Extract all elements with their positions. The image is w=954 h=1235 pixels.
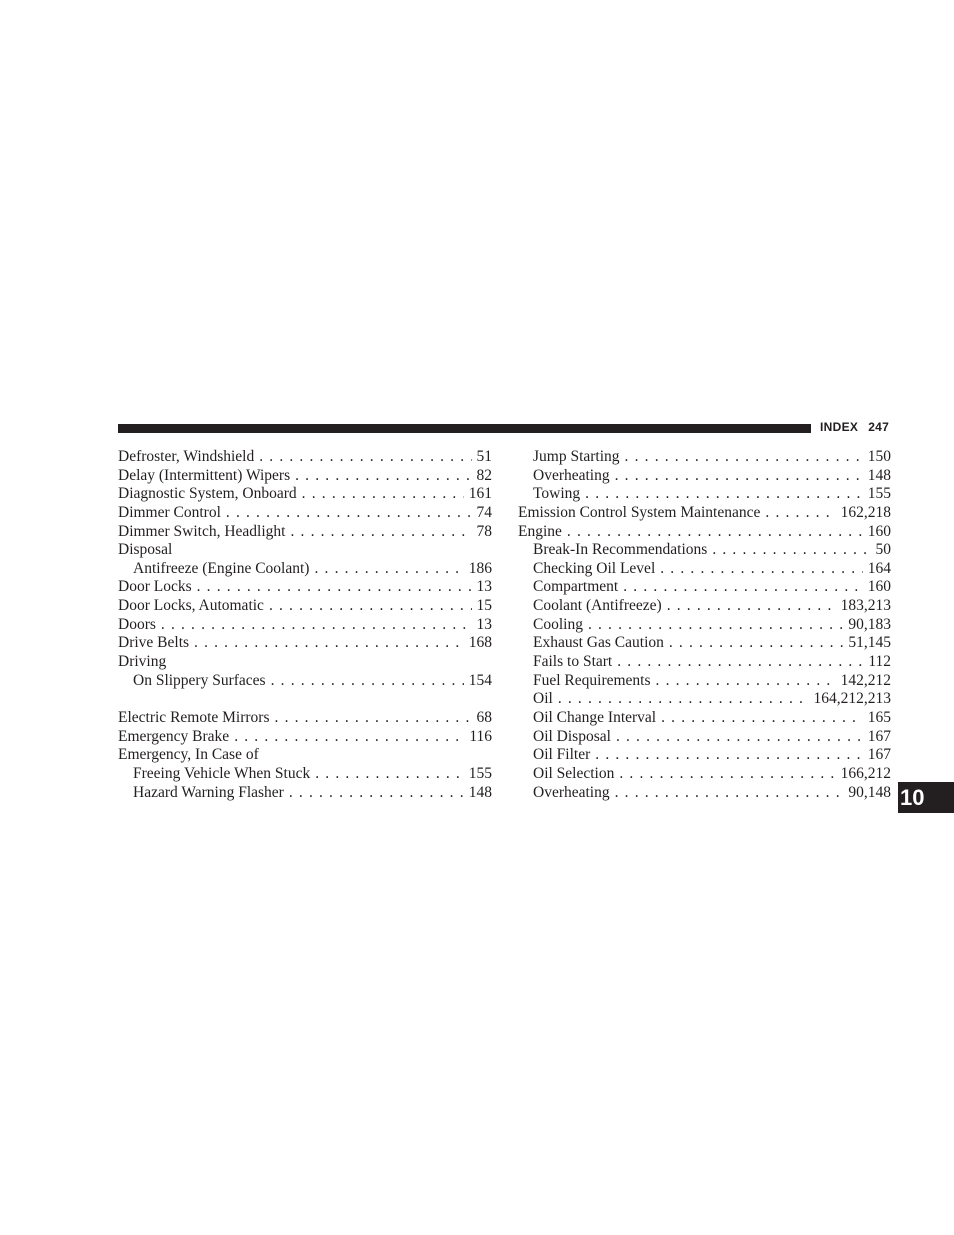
index-page-ref: 112 <box>868 653 891 671</box>
index-term: Emergency Brake <box>118 727 230 745</box>
dot-leader <box>625 448 863 467</box>
index-page-ref: 186 <box>468 559 492 577</box>
index-page-ref: 164 <box>867 559 891 577</box>
dot-leader <box>289 784 464 803</box>
index-page-ref: 82 <box>476 466 492 484</box>
index-page-ref: 162,218 <box>840 503 891 521</box>
index-entry <box>118 616 492 635</box>
index-page-ref: 148 <box>468 783 492 801</box>
index-entry <box>518 653 891 672</box>
dot-leader <box>585 485 863 504</box>
index-entry <box>518 541 891 560</box>
index-term: Break-In Recommendations <box>533 541 708 559</box>
index-entry <box>518 746 891 765</box>
index-entry <box>518 597 891 616</box>
index-term: On Slippery Surfaces <box>133 671 266 689</box>
index-term: Overheating <box>533 783 610 801</box>
index-page-ref: 68 <box>476 708 492 726</box>
index-entry <box>518 448 891 467</box>
chapter-tab: 10 <box>898 782 954 813</box>
dot-leader <box>595 746 862 765</box>
index-page-ref: 51,145 <box>848 634 891 652</box>
index-page-ref: 13 <box>476 615 492 633</box>
index-page-ref: 142,212 <box>840 671 891 689</box>
index-entry <box>118 784 492 803</box>
index-entry <box>518 709 891 728</box>
index-entry <box>118 672 492 691</box>
index-term: Checking Oil Level <box>533 559 656 577</box>
index-entry <box>118 578 492 597</box>
index-entry <box>518 616 891 635</box>
dot-leader <box>161 616 472 635</box>
index-term: Hazard Warning Flasher <box>133 783 284 801</box>
index-page-ref: 168 <box>468 634 492 652</box>
index-term: Jump Starting <box>533 448 620 465</box>
index-entry <box>518 672 891 691</box>
index-entry <box>118 485 492 504</box>
dot-leader <box>660 560 863 579</box>
index-term: Oil Disposal <box>533 727 611 745</box>
index-entry <box>518 560 891 579</box>
dot-leader <box>765 504 835 523</box>
index-entry <box>118 504 492 523</box>
section-title: INDEX <box>820 420 859 434</box>
index-page-ref: 78 <box>476 522 492 540</box>
index-term: Emission Control System Maintenance <box>518 503 761 521</box>
index-entry <box>518 467 891 486</box>
index-page-ref: 167 <box>867 727 891 745</box>
index-column-left <box>118 448 492 802</box>
dot-leader <box>194 634 464 653</box>
dot-leader <box>669 634 844 653</box>
index-term: Doors <box>118 615 156 633</box>
index-page-ref: 50 <box>875 541 891 559</box>
dot-leader <box>558 690 809 709</box>
dot-leader <box>295 467 471 486</box>
index-entry <box>118 746 492 765</box>
dot-leader <box>712 541 870 560</box>
dot-leader <box>234 728 464 747</box>
index-term: Towing <box>533 485 581 503</box>
dot-leader <box>588 616 843 635</box>
dot-leader <box>667 597 836 616</box>
index-term: Oil <box>533 690 553 708</box>
index-term: Defroster, Windshield <box>118 448 255 465</box>
index-term: Freeing Vehicle When Stuck <box>133 764 311 782</box>
index-term: Coolant (Antifreeze) <box>533 597 662 615</box>
index-term: Dimmer Switch, Headlight <box>118 522 286 540</box>
index-term: Oil Change Interval <box>533 708 657 726</box>
dot-leader <box>302 485 464 504</box>
dot-leader <box>616 728 863 747</box>
index-entry <box>118 467 492 486</box>
running-header <box>820 420 889 434</box>
dot-leader <box>269 597 472 616</box>
dot-leader <box>615 784 844 803</box>
index-page-ref: 154 <box>468 671 492 689</box>
index-page-ref: 90,183 <box>848 615 891 633</box>
index-term: Diagnostic System, Onboard <box>118 485 297 503</box>
index-term: Cooling <box>533 615 583 633</box>
dot-leader <box>314 560 463 579</box>
index-term: Electric Remote Mirrors <box>118 708 270 726</box>
index-entry <box>118 634 492 653</box>
dot-leader <box>656 672 836 691</box>
index-term: Compartment <box>533 578 619 596</box>
index-term: Emergency, In Case of <box>118 746 259 764</box>
dot-leader <box>226 504 472 523</box>
index-page-ref: 155 <box>468 764 492 782</box>
header-rule <box>118 424 811 433</box>
dot-leader <box>615 467 863 486</box>
index-term: Door Locks <box>118 578 192 596</box>
index-term: Delay (Intermittent) Wipers <box>118 466 291 484</box>
index-page-ref: 13 <box>476 578 492 596</box>
index-entry <box>118 597 492 616</box>
index-page-ref: 160 <box>867 522 891 540</box>
dot-leader <box>271 672 464 691</box>
dot-leader <box>567 523 863 542</box>
index-term: Oil Filter <box>533 746 591 764</box>
index-entry <box>118 523 492 542</box>
index-entry <box>118 690 492 709</box>
index-entry <box>518 634 891 653</box>
index-entry <box>118 709 492 728</box>
index-term: Oil Selection <box>533 764 615 782</box>
dot-leader <box>619 765 835 784</box>
index-term: Overheating <box>533 466 610 484</box>
index-page-ref: 116 <box>469 727 492 745</box>
dot-leader <box>623 578 863 597</box>
index-page-ref: 15 <box>476 597 492 615</box>
index-page-ref: 167 <box>867 746 891 764</box>
index-page-ref: 160 <box>867 578 891 596</box>
index-entry <box>118 448 492 467</box>
index-page-ref: 150 <box>867 448 891 465</box>
index-term: Disposal <box>118 541 173 559</box>
index-page-ref: 155 <box>867 485 891 503</box>
index-page-ref: 164,212,213 <box>813 690 891 708</box>
index-page-ref: 148 <box>867 466 891 484</box>
index-page-ref: 90,148 <box>848 783 891 801</box>
index-entry <box>118 653 492 672</box>
dot-leader <box>197 578 472 597</box>
page-number: 247 <box>868 420 890 434</box>
dot-leader <box>290 523 471 542</box>
index-entry <box>518 578 891 597</box>
index-term: Fails to Start <box>533 653 613 671</box>
index-entry <box>118 765 492 784</box>
index-page-ref: 161 <box>468 485 492 503</box>
index-page-ref: 165 <box>867 708 891 726</box>
dot-leader <box>275 709 472 728</box>
index-page-ref: 166,212 <box>840 764 891 782</box>
index-term: Door Locks, Automatic <box>118 597 264 615</box>
index-entry <box>118 560 492 579</box>
index-term: Driving <box>118 653 167 671</box>
dot-leader <box>315 765 464 784</box>
index-entry <box>518 784 891 803</box>
index-term: Engine <box>518 522 562 540</box>
index-term: Drive Belts <box>118 634 190 652</box>
index-entry <box>518 523 891 542</box>
dot-leader <box>259 448 471 467</box>
dot-leader <box>661 709 863 728</box>
index-term: Exhaust Gas Caution <box>533 634 664 652</box>
index-entry <box>518 765 891 784</box>
index-entry <box>118 728 492 747</box>
index-term: Fuel Requirements <box>533 671 651 689</box>
index-term: Antifreeze (Engine Coolant) <box>133 559 310 577</box>
index-page-ref: 51 <box>476 448 492 465</box>
index-entry <box>518 690 891 709</box>
index-entry <box>518 728 891 747</box>
index-page-ref: 74 <box>476 503 492 521</box>
index-entry <box>518 485 891 504</box>
index-entry <box>118 541 492 560</box>
dot-leader <box>617 653 863 672</box>
index-page-ref: 183,213 <box>840 597 891 615</box>
index-column-right <box>518 448 891 802</box>
index-term: Dimmer Control <box>118 503 221 521</box>
index-entry <box>518 504 891 523</box>
